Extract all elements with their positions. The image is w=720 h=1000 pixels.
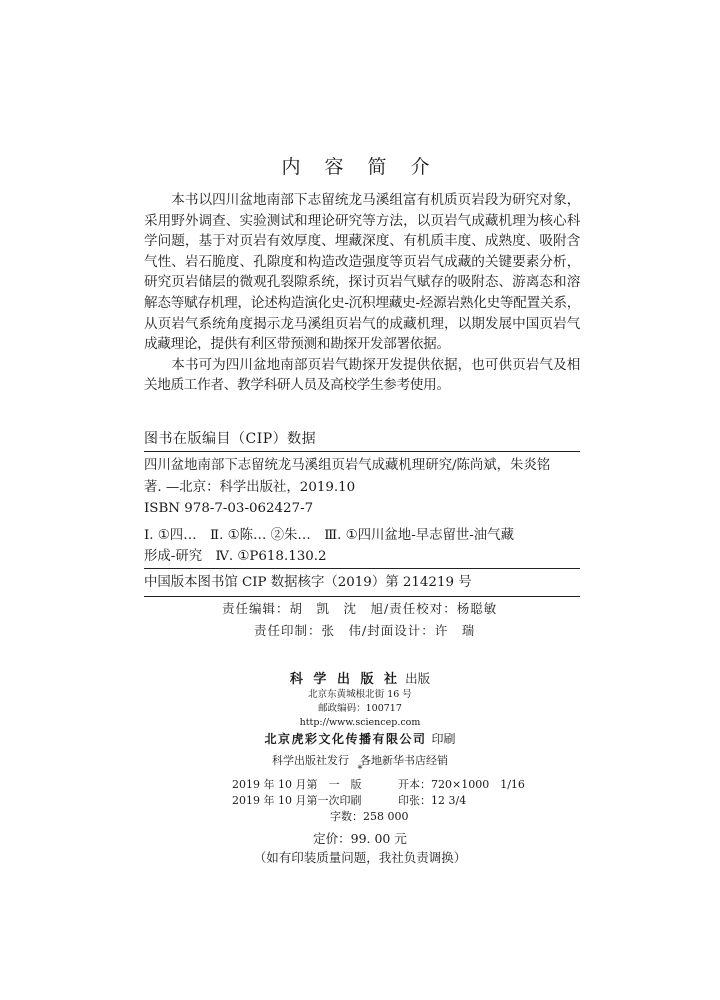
publisher-line bbox=[0, 668, 720, 687]
cip-record bbox=[144, 455, 580, 568]
printer-line bbox=[0, 728, 720, 747]
printing-info: 2019 年 10 月第一次印刷 bbox=[232, 794, 362, 807]
format-info: 开本：720×1000 1/16 bbox=[398, 778, 525, 791]
distribution-line: 科学出版社发行 各地新华书店经销 bbox=[272, 754, 448, 767]
word-count: 字数：258 000 bbox=[330, 810, 409, 823]
cip-bottom-rule bbox=[144, 568, 580, 569]
summary-title: 内 容 简 介 bbox=[281, 156, 439, 178]
price-label: 定价：99. 00 元 bbox=[313, 831, 407, 846]
publisher-website: http://www.sciencep.com bbox=[299, 717, 421, 728]
cip-line-publication: 著. —北京：科学出版社，2019.10 bbox=[144, 479, 356, 495]
cip-line-classification: Ⅰ. ①四… Ⅱ. ①陈… ②朱… Ⅲ. ①四川盆地-早志留世-油气藏 bbox=[144, 527, 514, 543]
separator-star: * bbox=[357, 764, 363, 775]
cip-end-rule bbox=[144, 596, 580, 597]
edition-info: 2019 年 10 月第 一 版 bbox=[232, 778, 362, 791]
credits-production: 责任印制：张 伟/封面设计：许 瑞 bbox=[254, 623, 476, 638]
printer-suffix: 印刷 bbox=[431, 732, 456, 746]
quality-note: （如有印装质量问题，我社负责调换） bbox=[253, 850, 467, 865]
cip-line-classification-cont: 形成-研究 Ⅳ. ①P618.130.2 bbox=[144, 549, 327, 564]
sheets-info: 印张：12 3/4 bbox=[398, 794, 467, 807]
credits-editors: 责任编辑：胡 凯 沈 旭/责任校对：杨聪敏 bbox=[222, 601, 498, 616]
summary-paragraph-1: 本书以四川盆地南部下志留统龙马溪组富有机质页岩段为研究对象，采用野外调查、实验测试和理论研究等方法，以页岩气成藏机理为核心科学问题，基于对页岩有效厚度、埋藏深度、有机质丰度、成熟度、吸附含气性、岩石脆度、孔隙度和构造改造强度等页岩气成藏的关键要素分析，研究页岩储层的微观孔裂隙系统，探讨页岩气赋存的吸附态、游离态和溶解态等赋存机理，论述构造演化史-沉积埋藏史-烃源岩熟化史等配置关系，从页岩气系统角度揭示龙马溪组页岩气的成藏机理，以期发展中国页岩气成藏理论，提供有利区带预测和勘探开发部署依据。 bbox=[144, 192, 580, 353]
publisher-postcode: 邮政编码：100717 bbox=[318, 703, 402, 714]
printer-name: 北京虎彩文化传播有限公司 bbox=[264, 732, 427, 746]
summary-paragraph-2: 本书可为四川盆地南部页岩气勘探开发提供依据，也可供页岩气及相关地质工作者、教学科研人员及高校学生参考使用。 bbox=[144, 356, 580, 394]
cip-line-isbn: ISBN 978-7-03-062427-7 bbox=[144, 501, 314, 516]
cip-top-rule bbox=[144, 451, 580, 452]
cip-verification: 中国版本图书馆 CIP 数据核字（2019）第 214219 号 bbox=[144, 575, 472, 590]
publisher-name: 科 学 出 版 社 bbox=[289, 672, 400, 687]
publisher-suffix: 出版 bbox=[405, 671, 431, 686]
publisher-address: 北京东黄城根北街 16 号 bbox=[308, 689, 412, 700]
cip-line-title: 四川盆地南部下志留统龙马溪组页岩气成藏机理研究/陈尚斌，朱炎铭 bbox=[144, 458, 551, 473]
cip-heading: 图书在版编目（CIP）数据 bbox=[144, 431, 317, 447]
summary-body bbox=[144, 190, 580, 396]
